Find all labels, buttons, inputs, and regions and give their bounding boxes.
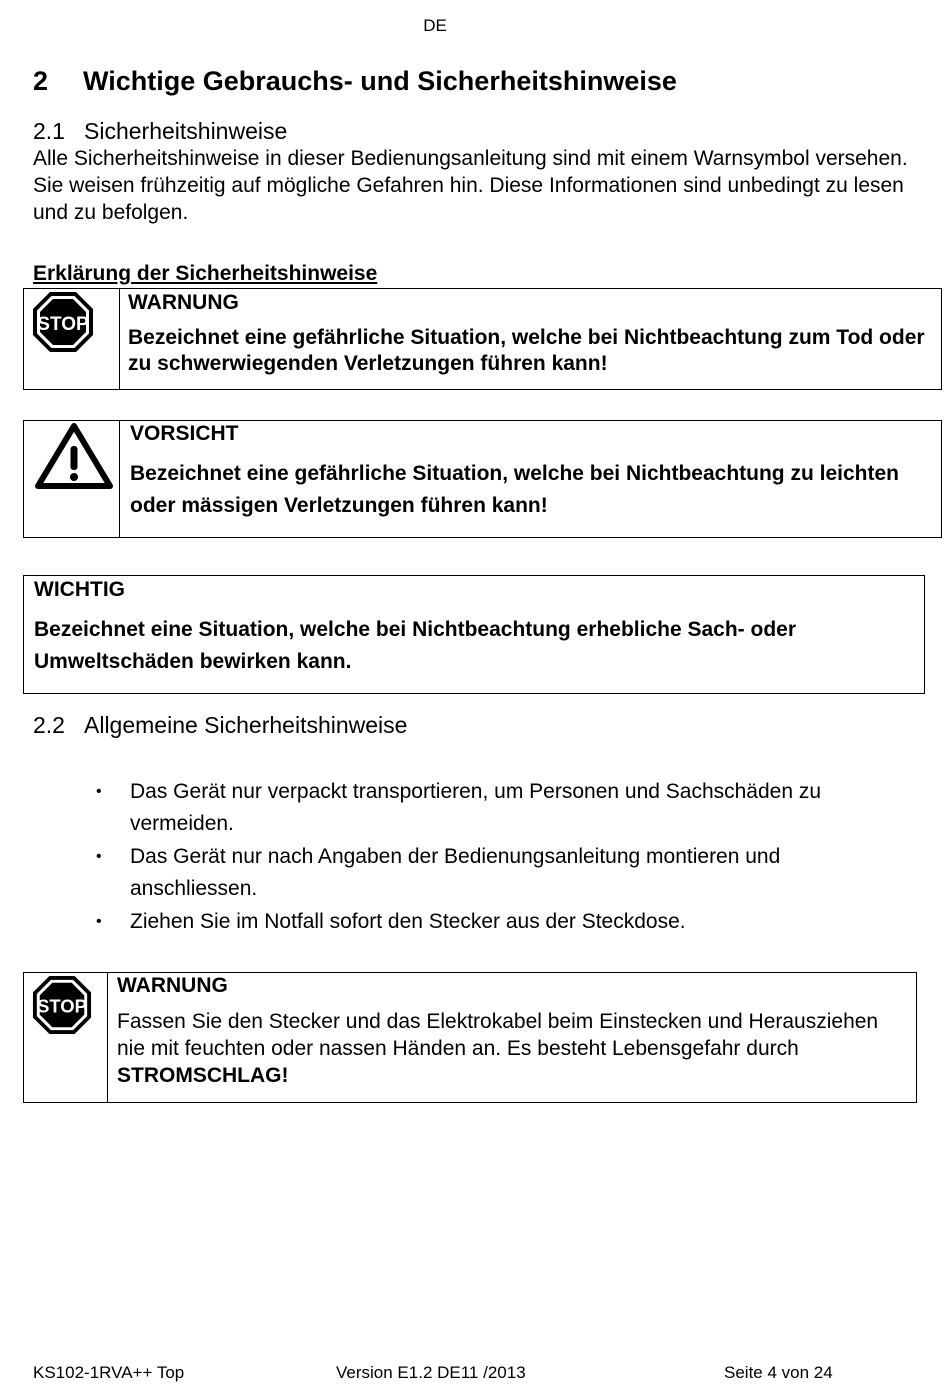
- important-label: WICHTIG: [34, 578, 125, 601]
- box-divider: [107, 973, 108, 1102]
- language-code: DE: [423, 16, 447, 35]
- box-divider: [119, 421, 120, 537]
- list-item: • Das Gerät nur nach Angaben der Bedienungsanleitung montieren und anschliessen.: [96, 841, 906, 905]
- box-divider: [119, 289, 120, 389]
- warning-description: Fassen Sie den Stecker und das Elektrokabel beim Einstecken und Herausziehen nie mit feuchten oder nassen Händen an. Es besteht Lebensgefahr durch STROMSCHLAG!: [117, 1010, 879, 1087]
- svg-text:STOP: STOP: [37, 314, 89, 335]
- intro-block: [33, 118, 913, 226]
- bullet: •: [96, 848, 102, 865]
- important-box: [23, 575, 925, 694]
- subsection-number: 2.2: [33, 712, 65, 738]
- stop-sign-icon: [32, 291, 94, 358]
- section-number: 2: [33, 66, 49, 96]
- warning-description: Bezeichnet eine gefährliche Situation, welche bei Nichtbeachtung zum Tod oder zu schwerwiegenden Verletzungen führen kann!: [128, 326, 925, 375]
- footer-model: KS102-1RVA++ Top: [33, 1363, 185, 1382]
- bullet: •: [96, 913, 102, 930]
- footer-page-number: Seite 4 von 24: [724, 1363, 833, 1382]
- list-item: • Ziehen Sie im Notfall sofort den Stecker aus der Steckdose.: [96, 906, 906, 938]
- caution-box: [23, 420, 942, 538]
- section-title: Wichtige Gebrauchs- und Sicherheitshinweise: [83, 66, 677, 96]
- warning-triangle-icon: [35, 422, 113, 495]
- svg-text:STOP: STOP: [37, 995, 87, 1017]
- subsection-heading: [33, 712, 407, 739]
- warning-box: [23, 972, 917, 1103]
- caution-description: Bezeichnet eine gefährliche Situation, welche bei Nichtbeachtung zu leichten oder mässigen Verletzungen führen kann!: [130, 462, 899, 517]
- safety-list: [96, 776, 906, 939]
- warning-emphasis: STROMSCHLAG!: [117, 1064, 289, 1087]
- important-description: Bezeichnet eine Situation, welche bei Nichtbeachtung erhebliche Sach- oder Umweltschäden bewirken kann.: [34, 618, 796, 673]
- footer-version: Version E1.2 DE11 /2013: [336, 1363, 526, 1382]
- section-heading: [33, 66, 677, 97]
- warning-label: WARNUNG: [117, 974, 228, 997]
- bullet: •: [96, 783, 102, 800]
- list-item: • Das Gerät nur verpackt transportieren, um Personen und Sachschäden zu vermeiden.: [96, 776, 906, 840]
- explanation-heading: Erklärung der Sicherheitshinweise: [33, 262, 378, 285]
- subsection-title: Sicherheitshinweise: [84, 118, 288, 144]
- subsection-title: Allgemeine Sicherheitshinweise: [84, 712, 408, 738]
- stop-sign-icon: [32, 975, 92, 1040]
- subsection-number: 2.1: [33, 118, 65, 144]
- subsection-heading: [33, 118, 913, 145]
- warning-label: WARNUNG: [128, 291, 239, 314]
- intro-paragraph: Alle Sicherheitshinweise in dieser Bedienungsanleitung sind mit einem Warnsymbol versehen. Sie weisen frühzeitig auf mögliche Gefahren hin. Diese Informationen sind unbedingt zu lesen und zu befolgen.: [33, 147, 908, 224]
- warning-box: [23, 288, 942, 390]
- caution-label: VORSICHT: [130, 422, 239, 445]
